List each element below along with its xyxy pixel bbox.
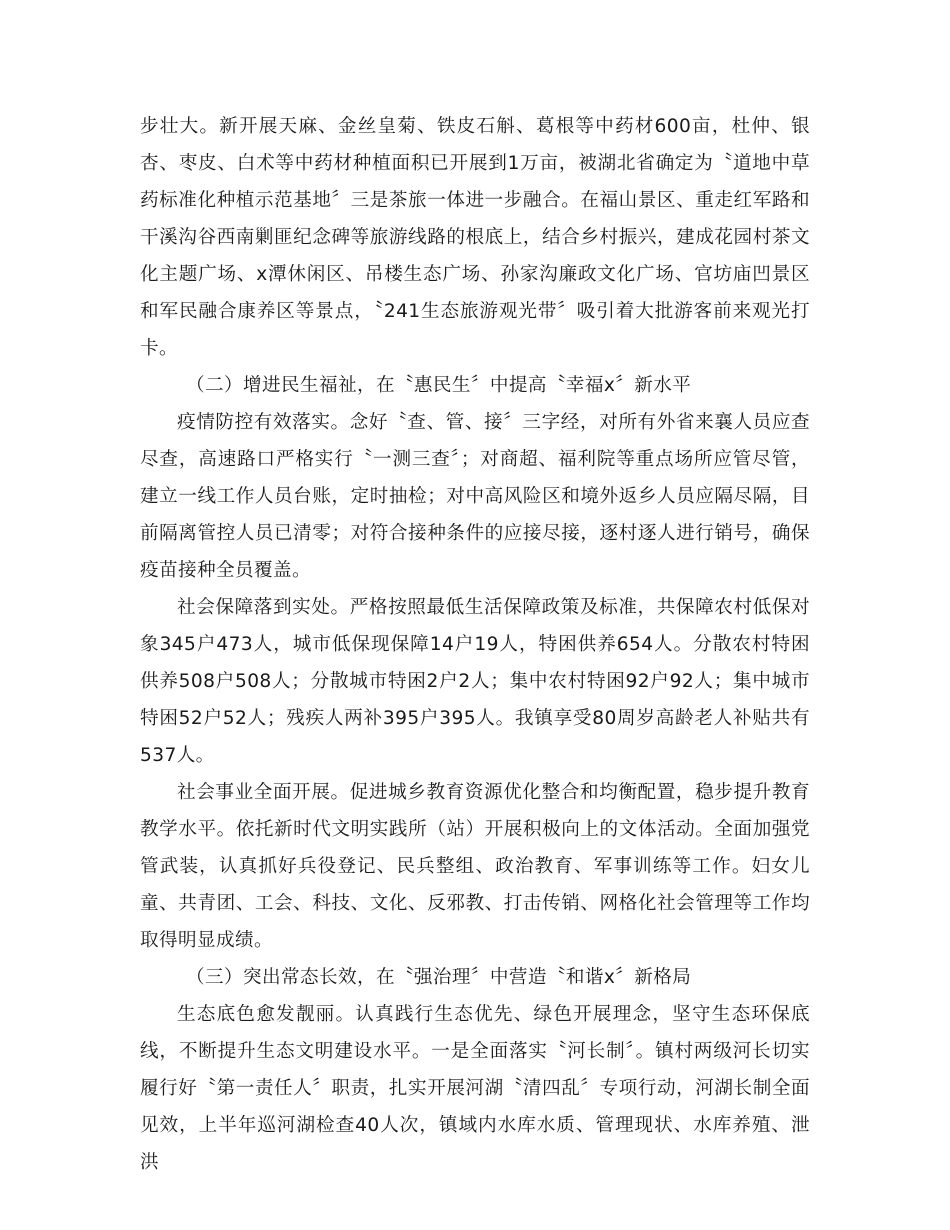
paragraph-ecology: 生态底色愈发靓丽。认真践行生态优先、绿色开展理念，坚守生态环保底线，不断提升生态文明建设水平。一是全面落实〝河长制〞。镇村两级河长切实履行好〝第一责任人〞职责，扎实开展河湖〝清四乱〞专项行动，河湖长制全面见效，上半年巡河湖检查40人次，镇域内水库水质、管理现状、水库养殖、泄洪 bbox=[140, 1004, 810, 1173]
paragraph-tea-tourism: 步壮大。新开展天麻、金丝皇菊、铁皮石斛、葛根等中药材600亩，杜仲、银杏、枣皮、白术等中药材种植面积已开展到1万亩，被湖北省确定为〝道地中草药标准化种植示范基地〞三是茶旅一体进一步融合。在福山景区、重走红军路和干溪沟谷西南剿匪纪念碑等旅游线路的根底上，结合乡村振兴，建成花园村茶文化主题广场、x潭休闲区、吊楼生态广场、孙家沟廉政文化广场、官坊庙凹景区和军民融合康养区等景点，〝241生态旅游观光带〞吸引着大批游客前来观光打卡。 bbox=[140, 116, 810, 359]
paragraph-epidemic-control: 疫情防控有效落实。念好〝查、管、接〞三字经，对所有外省来襄人员应查尽查，高速路口严格实行〝一测三查〞；对商超、福利院等重点场所应管尽管，建立一线工作人员台账，定时抽检；对中高风险区和境外返乡人员应隔尽隔，目前隔离管控人员已清零；对符合接种条件的应接尽接，逐村逐人进行销号，确保疫苗接种全员覆盖。 bbox=[140, 412, 810, 581]
section-heading-livelihood: （二）增进民生福祉，在〝惠民生〞中提高〝幸福x〞新水平 bbox=[186, 375, 692, 396]
document-body bbox=[140, 108, 810, 1181]
paragraph-social-affairs: 社会事业全面开展。促进城乡教育资源优化整合和均衡配置，稳步提升教育教学水平。依托新时代文明实践所（站）开展积极向上的文体活动。全面加强党管武装，认真抓好兵役登记、民兵整组、政治教育、军事训练等工作。妇女儿童、共青团、工会、科技、文化、反邪教、打击传销、网格化社会管理等工作均取得明显成绩。 bbox=[140, 782, 810, 951]
paragraph-social-security: 社会保障落到实处。严格按照最低生活保障政策及标准，共保障农村低保对象345户473人，城市低保现保障14户19人，特困供养654人。分散农村特困供养508户508人；分散城市特困2户2人；集中农村特困92户92人；集中城市特困52户52人；残疾人两补395户395人。我镇享受80周岁高龄老人补贴共有537人。 bbox=[140, 597, 810, 766]
section-heading-governance: （三）突出常态长效，在〝强治理〞中营造〝和谐x〞新格局 bbox=[186, 967, 692, 988]
